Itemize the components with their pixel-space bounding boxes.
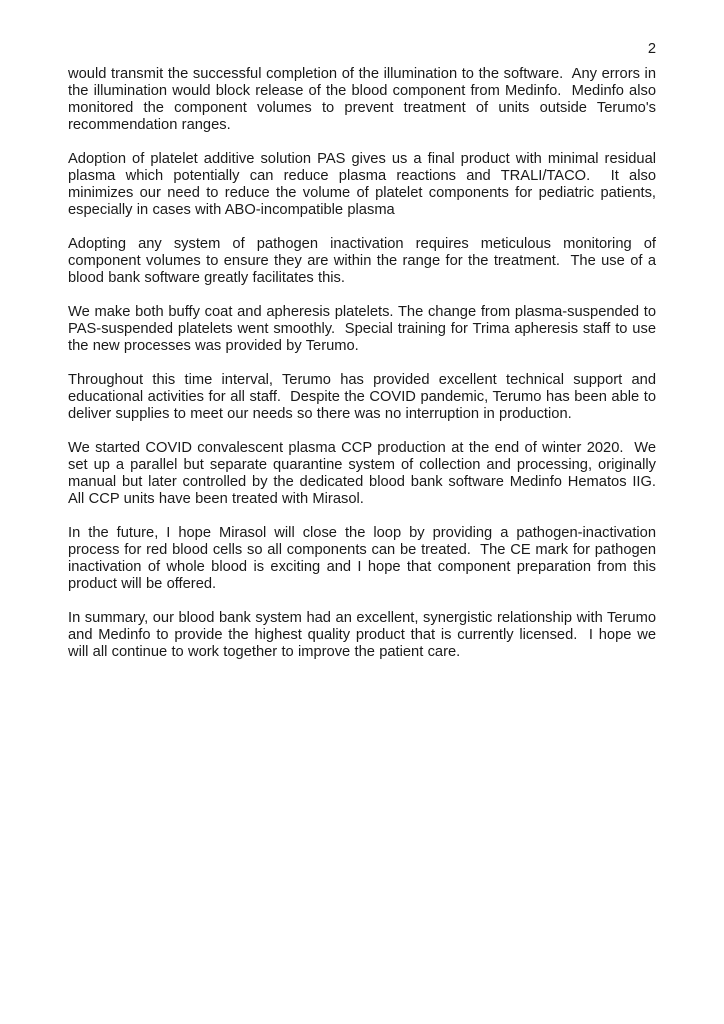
paragraph-platelet-production: We make both buffy coat and apheresis platelets. The change from plasma-suspended to PAS-suspended platelets went smoothly. Special training for Trima apheresis staff to use the new processes was provided by Terumo. <box>68 304 661 354</box>
paragraph-ccp-production: We started COVID convalescent plasma CCP production at the end of winter 2020. We set up a parallel but separate quarantine system of collection and processing, originally manual but later controlled by the dedicated blood bank software Medinfo Hematos IIG. All CCP units have been treated with Mirasol. <box>68 440 665 507</box>
paragraph-pathogen-inactivation-monitoring: Adopting any system of pathogen inactivation requires meticulous monitoring of component volumes to ensure they are within the range for the treatment. The use of a blood bank software greatly facilitates this. <box>68 236 661 286</box>
page-number: 2 <box>647 41 656 57</box>
paragraph-future-mirasol: In the future, I hope Mirasol will close the loop by providing a pathogen-inactivation process for red blood cells so all components can be treated. The CE mark for pathogen inactivation of whole blood is exciting and I hope that component preparation from this product will be offered. <box>68 525 661 592</box>
paragraph-terumo-support: Throughout this time interval, Terumo has provided excellent technical support and educational activities for all staff. Despite the COVID pandemic, Terumo has been able to deliver supplies to meet our needs so there was no interruption in production. <box>68 372 661 422</box>
paragraph-summary: In summary, our blood bank system had an excellent, synergistic relationship with Terumo and Medinfo to provide the highest quality product that is currently licensed. I hope we will all continue to work together to improve the patient care. <box>68 610 661 660</box>
page-content <box>68 41 665 678</box>
paragraph-pas-adoption: Adoption of platelet additive solution PAS gives us a final product with minimal residual plasma which potentially can reduce plasma reactions and TRALI/TACO. It also minimizes our need to reduce the volume of platelet components for pediatric patients, especially in cases with ABO-incompatible plasma <box>68 151 661 218</box>
paragraph-illumination-software: would transmit the successful completion of the illumination to the software. Any errors in the illumination would block release of the blood component from Medinfo. Medinfo also monitored the component volumes to prevent treatment of units outside Terumo's recommendation ranges. <box>68 66 661 133</box>
